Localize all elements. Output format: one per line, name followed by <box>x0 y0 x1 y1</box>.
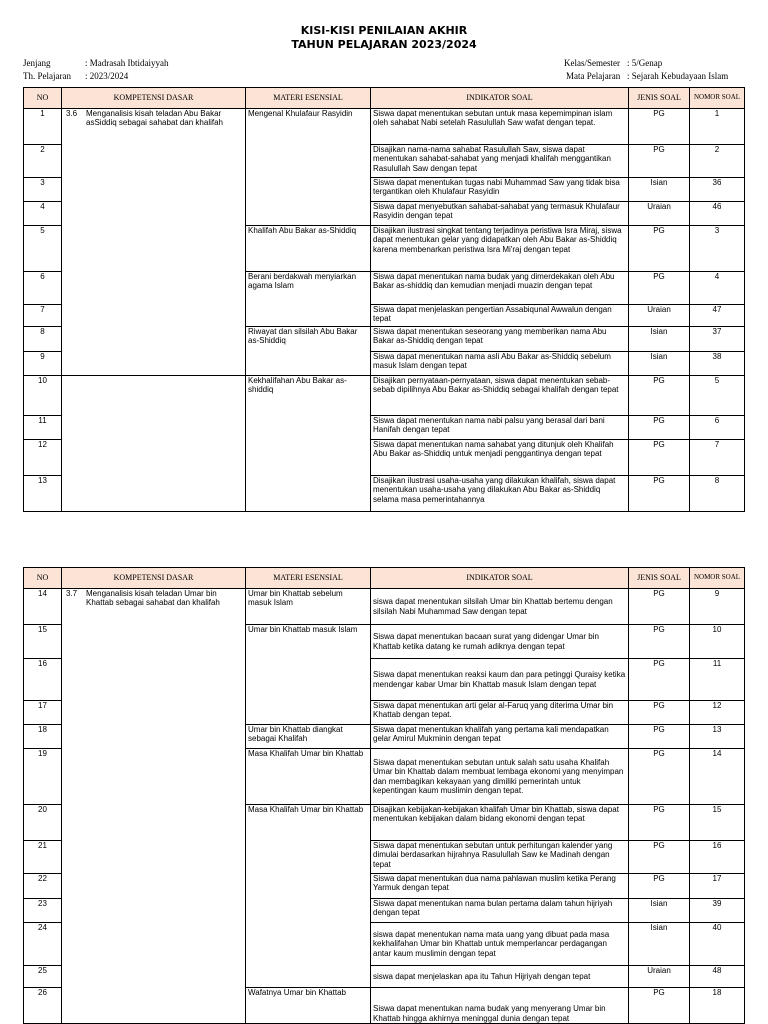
indikator-cell: Siswa dapat menentukan sebutan untuk masa kepemimpinan islam oleh sahabat Nabi setelah Rasulullah Saw wafat dengan tepat. <box>371 109 629 145</box>
row-no: 6 <box>24 272 62 305</box>
materi-cell: Umar bin Khattab diangkat sebagai Khalifah <box>246 725 371 749</box>
row-no: 22 <box>24 874 62 899</box>
header-nomor-soal: NOMOR SOAL <box>690 568 745 589</box>
row-no: 18 <box>24 725 62 749</box>
indikator-cell: Siswa dapat menentukan nama nabi palsu yang berasal dari bani Hanifah dengan tepat <box>371 416 629 440</box>
materi-cell: Umar bin Khattab sebelum masuk Islam <box>246 589 371 625</box>
header-kompetensi-dasar: KOMPETENSI DASAR <box>62 568 246 589</box>
indikator-cell: Disajikan pernyataan-pernyataan, siswa dapat menentukan sebab-sebab dipilihnya Abu Bakar as-Shiddiq sebagai khalifah dengan tepat <box>371 376 629 416</box>
row-no: 25 <box>24 966 62 988</box>
nomor-soal-cell: 9 <box>690 589 745 625</box>
tahun-pelajaran-label: Th. Pelajaran <box>23 71 71 81</box>
materi-cell: Riwayat dan silsilah Abu Bakar as-Shiddiq <box>246 327 371 376</box>
row-no: 15 <box>24 625 62 659</box>
indikator-cell: Siswa dapat menentukan arti gelar al-Faruq yang diterima Umar bin Khattab dengan tepat. <box>371 701 629 725</box>
row-no: 21 <box>24 841 62 874</box>
jenis-soal-cell: Isian <box>629 899 690 923</box>
header-jenis-soal: JENIS SOAL <box>629 88 690 109</box>
kd-text: Menganalisis kisah teladan Umar bin Khattab sebagai sahabat dan khalifah <box>86 589 220 608</box>
header-kompetensi-dasar: KOMPETENSI DASAR <box>62 88 246 109</box>
jenis-soal-cell: PG <box>629 805 690 841</box>
jenis-soal-cell: PG <box>629 841 690 874</box>
document-title-line1: KISI-KISI PENILAIAN AKHIR <box>300 24 468 37</box>
header-no: NO <box>24 568 62 589</box>
header-materi-esensial: MATERI ESENSIAL <box>246 568 371 589</box>
row-no: 11 <box>24 416 62 440</box>
jenis-soal-cell: PG <box>629 874 690 899</box>
nomor-soal-cell: 5 <box>690 376 745 416</box>
jenis-soal-cell: PG <box>629 749 690 805</box>
jenjang-label: Jenjang <box>23 58 51 68</box>
jenis-soal-cell: Uraian <box>629 202 690 226</box>
materi-cell: Berani berdakwah menyiarkan agama Islam <box>246 272 371 327</box>
nomor-soal-cell: 12 <box>690 701 745 725</box>
materi-cell: Umar bin Khattab masuk Islam <box>246 625 371 725</box>
jenis-soal-cell: Isian <box>629 327 690 352</box>
materi-cell: Wafatnya Umar bin Khattab <box>246 988 371 1024</box>
indikator-cell: siswa dapat menjelaskan apa itu Tahun Hijriyah dengan tepat <box>371 966 629 988</box>
kelas-semester-value: : 5/Genap <box>627 58 663 68</box>
nomor-soal-cell: 40 <box>690 923 745 966</box>
kisi-kisi-table-1 <box>23 87 745 512</box>
header-indikator-soal: INDIKATOR SOAL <box>371 88 629 109</box>
jenis-soal-cell: PG <box>629 440 690 476</box>
kd-number: 3.7 <box>66 589 78 598</box>
indikator-cell: Disajikan nama-nama sahabat Rasulullah Saw, siswa dapat menentukan sahabat-sahabat yang menjadi khalifah menggantikan Rasulullah Saw dengan tepat <box>371 145 629 178</box>
nomor-soal-cell: 18 <box>690 988 745 1024</box>
indikator-cell: siswa dapat menentukan silsilah Umar bin Khattab bertemu dengan silsilah Nabi Muhammad Saw dengan tepat <box>371 589 629 625</box>
nomor-soal-cell: 1 <box>690 109 745 145</box>
indikator-cell: Siswa dapat menentukan tugas nabi Muhammad Saw yang tidak bisa tergantikan oleh Khulafaur Rasyidin <box>371 178 629 202</box>
jenis-soal-cell: PG <box>629 376 690 416</box>
kd-text: Menganalisis kisah teladan Abu Bakar asSiddiq sebagai sahabat dan khalifah <box>86 109 223 128</box>
mata-pelajaran-value: : Sejarah Kebudayaan Islam <box>627 71 729 81</box>
jenis-soal-cell: Uraian <box>629 305 690 327</box>
row-no: 3 <box>24 178 62 202</box>
nomor-soal-cell: 3 <box>690 226 745 272</box>
nomor-soal-cell: 36 <box>690 178 745 202</box>
indikator-cell: Siswa dapat menjelaskan pengertian Assabiqunal Awwalun dengan tepat <box>371 305 629 327</box>
indikator-cell: Siswa dapat menentukan reaksi kaum dan para petinggi Quraisy ketika mendengar kabar Umar bin Khattab masuk Islam dengan tepat <box>371 659 629 701</box>
row-no: 16 <box>24 659 62 701</box>
nomor-soal-cell: 46 <box>690 202 745 226</box>
row-no: 19 <box>24 749 62 805</box>
jenis-soal-cell: Isian <box>629 178 690 202</box>
jenis-soal-cell: Isian <box>629 923 690 966</box>
nomor-soal-cell: 13 <box>690 725 745 749</box>
nomor-soal-cell: 15 <box>690 805 745 841</box>
row-no: 14 <box>24 589 62 625</box>
jenis-soal-cell: PG <box>629 625 690 659</box>
header-indikator-soal: INDIKATOR SOAL <box>371 568 629 589</box>
row-no: 10 <box>24 376 62 416</box>
nomor-soal-cell: 37 <box>690 327 745 352</box>
mata-pelajaran-label: Mata Pelajaran <box>566 71 621 81</box>
indikator-cell: Siswa dapat menentukan sebutan untuk salah satu usaha Khalifah Umar bin Khattab dalam membuat lembaga ekonomi yang menyimpan dan membagikan kekayaan yang dimiliki pemerintah untuk kepentingan kaum muslimin dengan tepat. <box>371 749 629 805</box>
materi-cell: Masa Khalifah Umar bin Khattab <box>246 749 371 805</box>
tahun-pelajaran-value: : 2023/2024 <box>85 71 129 81</box>
nomor-soal-cell: 14 <box>690 749 745 805</box>
materi-cell: Kekhalifahan Abu Bakar as-shiddiq <box>246 376 371 512</box>
indikator-cell: Siswa dapat menentukan nama asli Abu Bakar as-Shiddiq sebelum masuk Islam dengan tepat <box>371 352 629 376</box>
document-title-line2: TAHUN PELAJARAN 2023/2024 <box>291 38 477 51</box>
row-no: 1 <box>24 109 62 145</box>
indikator-cell: Siswa dapat menentukan bacaan surat yang didengar Umar bin Khattab ketika datang ke rumah adiknya dengan tepat <box>371 625 629 659</box>
nomor-soal-cell: 6 <box>690 416 745 440</box>
header-no: NO <box>24 88 62 109</box>
nomor-soal-cell: 7 <box>690 440 745 476</box>
jenis-soal-cell: PG <box>629 416 690 440</box>
row-no: 17 <box>24 701 62 725</box>
indikator-cell: Siswa dapat menentukan nama sahabat yang ditunjuk oleh Khalifah Abu Bakar as-Shiddiq untuk menjadi penggantinya dengan tepat <box>371 440 629 476</box>
indikator-cell: Siswa dapat menentukan seseorang yang memberikan nama Abu Bakar as-Shiddiq dengan tepat <box>371 327 629 352</box>
kd-number: 3.6 <box>66 109 78 118</box>
jenjang-value: : Madrasah Ibtidaiyyah <box>85 58 169 68</box>
nomor-soal-cell: 16 <box>690 841 745 874</box>
nomor-soal-cell: 38 <box>690 352 745 376</box>
table-row <box>24 376 745 416</box>
kompetensi-dasar-cell-blank <box>62 376 246 512</box>
jenis-soal-cell: PG <box>629 659 690 701</box>
jenis-soal-cell: PG <box>629 589 690 625</box>
row-no: 9 <box>24 352 62 376</box>
nomor-soal-cell: 17 <box>690 874 745 899</box>
materi-cell: Khalifah Abu Bakar as-Shiddiq <box>246 226 371 272</box>
row-no: 4 <box>24 202 62 226</box>
jenis-soal-cell: PG <box>629 701 690 725</box>
row-no: 24 <box>24 923 62 966</box>
kompetensi-dasar-cell <box>62 109 246 376</box>
indikator-cell: Siswa dapat menentukan sebutan untuk perhitungan kalender yang dimulai berdasarkan hijrahnya Rasulullah Saw ke Madinah dengan tepat <box>371 841 629 874</box>
row-no: 23 <box>24 899 62 923</box>
row-no: 26 <box>24 988 62 1024</box>
indikator-cell: Siswa dapat menentukan dua nama pahlawan muslim ketika Perang Yarmuk dengan tepat <box>371 874 629 899</box>
jenis-soal-cell: PG <box>629 272 690 305</box>
row-no: 8 <box>24 327 62 352</box>
kompetensi-dasar-cell <box>62 589 246 1024</box>
jenis-soal-cell: PG <box>629 145 690 178</box>
jenis-soal-cell: Isian <box>629 352 690 376</box>
jenis-soal-cell: PG <box>629 988 690 1024</box>
indikator-cell: Siswa dapat menentukan nama budak yang menyerang Umar bin Khattab hingga akhirnya meninggal dunia dengan tepat <box>371 988 629 1024</box>
row-no: 12 <box>24 440 62 476</box>
indikator-cell: Siswa dapat menyebutkan sahabat-sahabat yang termasuk Khulafaur Rasyidin dengan tepat <box>371 202 629 226</box>
kelas-semester-label: Kelas/Semester <box>564 58 620 68</box>
table-row <box>24 589 745 625</box>
indikator-cell: Disajikan ilustrasi usaha-usaha yang dilakukan khalifah, siswa dapat menentukan usaha-usaha yang dilakukan Abu Bakar as-Shiddiq selama masa pemerintahannya <box>371 476 629 512</box>
table-row <box>24 109 745 145</box>
materi-cell: Mengenal Khulafaur Rasyidin <box>246 109 371 226</box>
row-no: 20 <box>24 805 62 841</box>
nomor-soal-cell: 39 <box>690 899 745 923</box>
jenis-soal-cell: PG <box>629 725 690 749</box>
nomor-soal-cell: 4 <box>690 272 745 305</box>
jenis-soal-cell: PG <box>629 476 690 512</box>
row-no: 7 <box>24 305 62 327</box>
jenis-soal-cell: PG <box>629 109 690 145</box>
indikator-cell: Siswa dapat menentukan nama bulan pertama dalam tahun hijriyah dengan tepat <box>371 899 629 923</box>
kisi-kisi-table-2 <box>23 567 745 1024</box>
nomor-soal-cell: 8 <box>690 476 745 512</box>
indikator-cell: Disajikan ilustrasi singkat tentang terjadinya peristiwa Isra Miraj, siswa dapat menentukan gelar yang didapatkan oleh Abu Bakar as-Shiddiq karena membenarkan peristiwa Isra Mi'raj dengan tepat <box>371 226 629 272</box>
header-nomor-soal: NOMOR SOAL <box>690 88 745 109</box>
row-no: 5 <box>24 226 62 272</box>
nomor-soal-cell: 10 <box>690 625 745 659</box>
header-jenis-soal: JENIS SOAL <box>629 568 690 589</box>
indikator-cell: Siswa dapat menentukan nama budak yang dimerdekakan oleh Abu Bakar as-shiddiq dan kemudian menjadi muazin dengan tepat <box>371 272 629 305</box>
row-no: 13 <box>24 476 62 512</box>
indikator-cell: siswa dapat menentukan nama mata uang yang dibuat pada masa kekhalifahan Umar bin Khattab untuk memperlancar perdagangan antar kaum muslimin dengan tepat <box>371 923 629 966</box>
nomor-soal-cell: 47 <box>690 305 745 327</box>
row-no: 2 <box>24 145 62 178</box>
indikator-cell: Disajikan kebijakan-kebijakan khalifah Umar bin Khattab, siswa dapat menentukan kebijakan dalam bidang ekonomi dengan tepat <box>371 805 629 841</box>
header-materi-esensial: MATERI ESENSIAL <box>246 88 371 109</box>
materi-cell: Masa Khalifah Umar bin Khattab <box>246 805 371 988</box>
nomor-soal-cell: 11 <box>690 659 745 701</box>
nomor-soal-cell: 48 <box>690 966 745 988</box>
indikator-cell: Siswa dapat menentukan khalifah yang pertama kali mendapatkan gelar Amirul Mukminin dengan tepat <box>371 725 629 749</box>
jenis-soal-cell: PG <box>629 226 690 272</box>
nomor-soal-cell: 2 <box>690 145 745 178</box>
jenis-soal-cell: Uraian <box>629 966 690 988</box>
